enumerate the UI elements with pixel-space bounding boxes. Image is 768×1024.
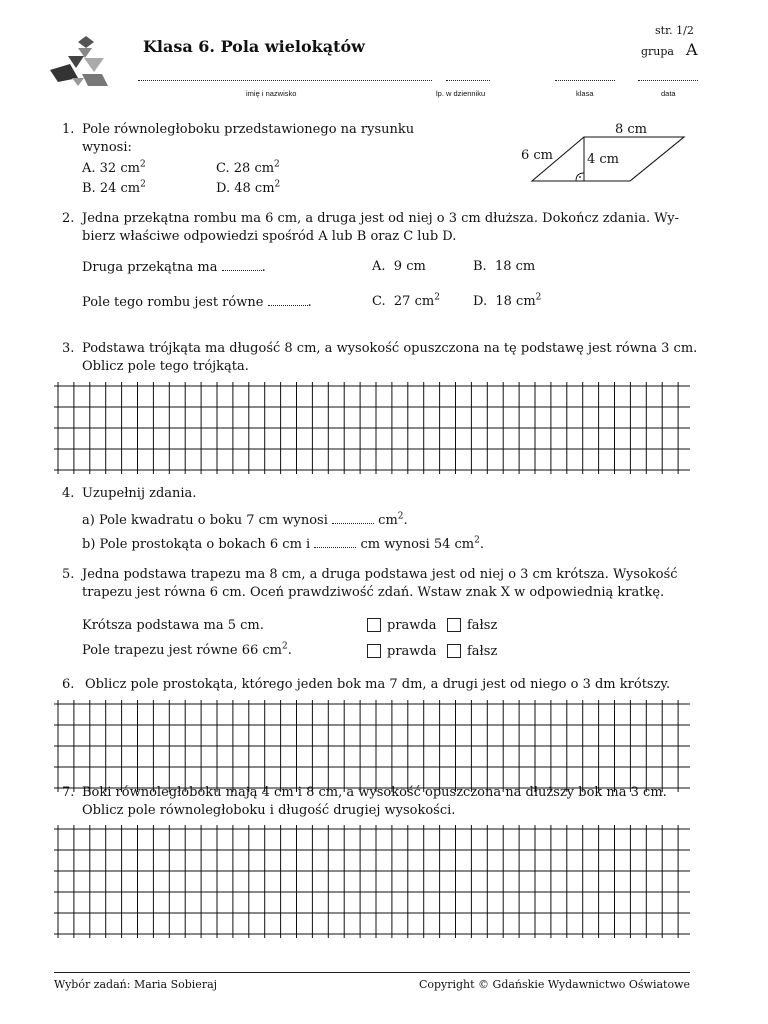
- checkbox-icon[interactable]: [367, 618, 381, 632]
- q7-text-line2: Oblicz pole równoległoboku i długość drugiej wysokości.: [82, 803, 456, 818]
- q3-text-line1: Podstawa trójkąta ma długość 8 cm, a wysokość opuszczona na tę podstawę jest równa 3 cm.: [82, 341, 698, 356]
- q5-statement-1: Krótsza podstawa ma 5 cm.: [82, 618, 264, 633]
- q2-option-d: D. 18 $cm^2$: [473, 292, 542, 309]
- q6-answer-grid[interactable]: [54, 700, 690, 784]
- name-field-line[interactable]: [138, 80, 432, 81]
- footer-author: Wybór zadań: Maria Sobieraj: [54, 978, 218, 991]
- page-number: str. 1/2: [655, 24, 694, 37]
- q6-text: Oblicz pole prostokąta, którego jeden bok ma 7 dm, a drugi jest od niego o 3 dm krótszy.: [85, 677, 671, 692]
- date-field-line[interactable]: [638, 80, 698, 81]
- footer-rule: [54, 972, 690, 973]
- q1-option-b: B. 24 $cm^2$: [82, 179, 146, 196]
- q1-option-d: D. 48 $cm^2$: [216, 179, 281, 196]
- q5-s1-false[interactable]: fałsz: [447, 617, 497, 635]
- q2-text-line2: bierz właściwe odpowiedzi spośród A lub B oraz C lub D.: [82, 229, 457, 244]
- figure-label-height: 4 cm: [587, 152, 620, 167]
- figure-label-side: 6 cm: [521, 148, 554, 163]
- q4-number: 4.: [62, 486, 75, 501]
- q1-option-a: A. 32 $cm^2$: [82, 159, 146, 176]
- q4-sentence-b: b) Pole prostokąta o bokach 6 cm i cm wynosi 54 $cm^2$.: [82, 535, 485, 552]
- figure-label-top: 8 cm: [615, 122, 648, 137]
- checkbox-icon[interactable]: [447, 618, 461, 632]
- name-field-label: imię i nazwisko: [246, 89, 297, 98]
- q7-answer-grid[interactable]: [54, 825, 690, 930]
- q5-s2-true[interactable]: prawda: [367, 643, 437, 661]
- checkbox-icon[interactable]: [447, 644, 461, 658]
- class-field-line[interactable]: [555, 80, 615, 81]
- q3-answer-grid[interactable]: [54, 382, 690, 466]
- q5-number: 5.: [62, 567, 75, 582]
- number-field-label: lp. w dzienniku: [436, 89, 486, 98]
- page-title: Klasa 6. Pola wielokątów: [143, 37, 365, 56]
- q2-option-c: C. 27 $cm^2$: [372, 292, 440, 309]
- q3-number: 3.: [62, 341, 75, 356]
- q4-text: Uzupełnij zdania.: [82, 486, 197, 501]
- q5-text-line1: Jedna podstawa trapezu ma 8 cm, a druga podstawa jest od niej o 3 cm krótsza. Wysokość: [82, 567, 678, 582]
- q5-statement-2: Pole trapezu jest równe 66 $cm^2$.: [82, 641, 292, 658]
- q5-s1-true[interactable]: prawda: [367, 617, 437, 635]
- q1-text-line1: Pole równoległoboku przedstawionego na rysunku: [82, 122, 415, 137]
- q4-sentence-a: a) Pole kwadratu o boku 7 cm wynosi $cm^2$.: [82, 511, 408, 528]
- footer-copyright: Copyright © Gdańskie Wydawnictwo Oświatowe: [418, 978, 690, 991]
- q2-option-b: B. 18 cm: [473, 259, 536, 274]
- tangram-logo: [48, 34, 114, 88]
- q7-text-line1: Boki równoległoboku mają 4 cm i 8 cm, a wysokość opuszczona na dłuższy bok ma 3 cm.: [82, 785, 667, 800]
- q2-number: 2.: [62, 211, 75, 226]
- q2-row2-label: Pole tego rombu jest równe .: [82, 295, 312, 310]
- q1-text-line2: wynosi:: [82, 140, 132, 155]
- date-field-label: data: [661, 89, 676, 98]
- q6-number: 6.: [62, 677, 75, 692]
- q2-option-a: A. 9 cm: [372, 259, 426, 274]
- number-field-line[interactable]: [446, 80, 490, 81]
- class-field-label: klasa: [576, 89, 594, 98]
- group-value: A: [686, 40, 698, 59]
- q2-row1-label: Druga przekątna ma .: [82, 260, 266, 275]
- q5-text-line2: trapezu jest równa 6 cm. Oceń prawdziwość zdań. Wstaw znak X w odpowiednią kratkę.: [82, 585, 665, 600]
- q5-s2-false[interactable]: fałsz: [447, 643, 497, 661]
- q1-option-c: C. 28 $cm^2$: [216, 159, 280, 176]
- q1-number: 1.: [62, 122, 75, 137]
- q7-number: 7.: [62, 785, 75, 800]
- group-label: grupa: [641, 45, 674, 58]
- q2-text-line1: Jedna przekątna rombu ma 6 cm, a druga jest od niej o 3 cm dłuższa. Dokończ zdania. Wy-: [82, 211, 680, 226]
- q3-text-line2: Oblicz pole tego trójkąta.: [82, 359, 249, 374]
- checkbox-icon[interactable]: [367, 644, 381, 658]
